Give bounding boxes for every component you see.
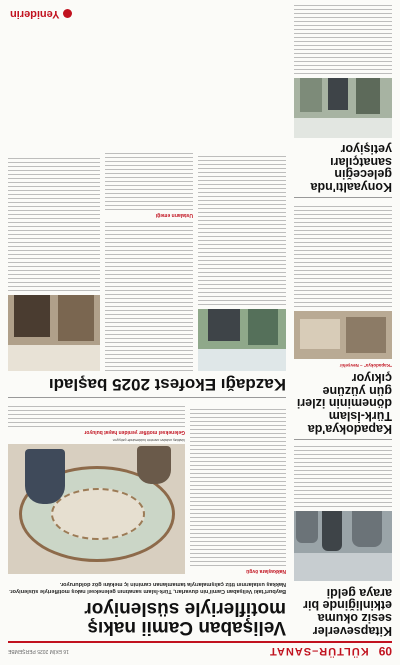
lead-headline: Velişaban Camii nakış motifleriyle süsleniyor (84, 597, 286, 638)
newspaper-logo (10, 8, 72, 20)
subhead-2: Geleneksel motifler yeniden hayat buluyor (84, 429, 185, 436)
story3-headline: Konyaaltı'nda geleceğin sanatçıları yetişiyor (310, 142, 392, 195)
story1-headline: Kitapseverler sesiz okuma etkinliğinde bir araya geldi (303, 585, 392, 638)
ekofest-photo-2 (8, 295, 100, 371)
issue-date: 16 EKİM 2025 PERŞEMBE (8, 648, 69, 654)
lead-deck: Bayburt'taki Velişaban Camii'nin duvarları, Türk-İslam sanatının geleneksel nakış motifleriyle süsleniyor. Nakkaş ustalarının titiz çalışmalarıyla tamamlanan caminin iç mekânı göz dolduruyor. (9, 581, 286, 595)
ekofest-body-col2b (105, 152, 193, 210)
masthead (8, 641, 392, 659)
story2-body (294, 203, 392, 307)
subhead-3: Ustaların emeği (155, 211, 193, 218)
logo-text: Yeniderin (10, 8, 60, 20)
ekofest-body-col1 (198, 155, 286, 305)
left-column (294, 4, 392, 637)
story2-byline: "Kapadokya" – Nevşehir (339, 363, 392, 369)
story1-body (294, 445, 392, 507)
ekofest-body-col2 (105, 221, 193, 371)
subhead-1: Nakkaşlara övgü (246, 568, 286, 575)
story2-photo (294, 311, 392, 359)
lead-photo-caption: Nakkaş ustaları caminin kubbesinde çalışıyor. (112, 438, 185, 443)
second-headline: Kazdağı Ekofest 2025 başladı (48, 375, 286, 395)
ekofest-body-col3 (8, 155, 100, 291)
page-number: 09 (378, 644, 392, 658)
section-title: KÜLTÜR–SANAT (269, 645, 369, 657)
story3-photo (294, 78, 392, 138)
story3-body (294, 4, 392, 74)
main-area (8, 152, 286, 637)
story2-headline: Kapadokya'da Türk-İslam döneminin izleri gün yüzüne çıkıyor (296, 371, 392, 436)
lead-body-col1 (190, 408, 286, 566)
lead-photo (8, 444, 185, 574)
logo-mark-icon (63, 10, 72, 19)
story1-photo (294, 511, 392, 581)
lead-body-col2 (8, 403, 185, 427)
ekofest-photo-1 (198, 309, 286, 371)
